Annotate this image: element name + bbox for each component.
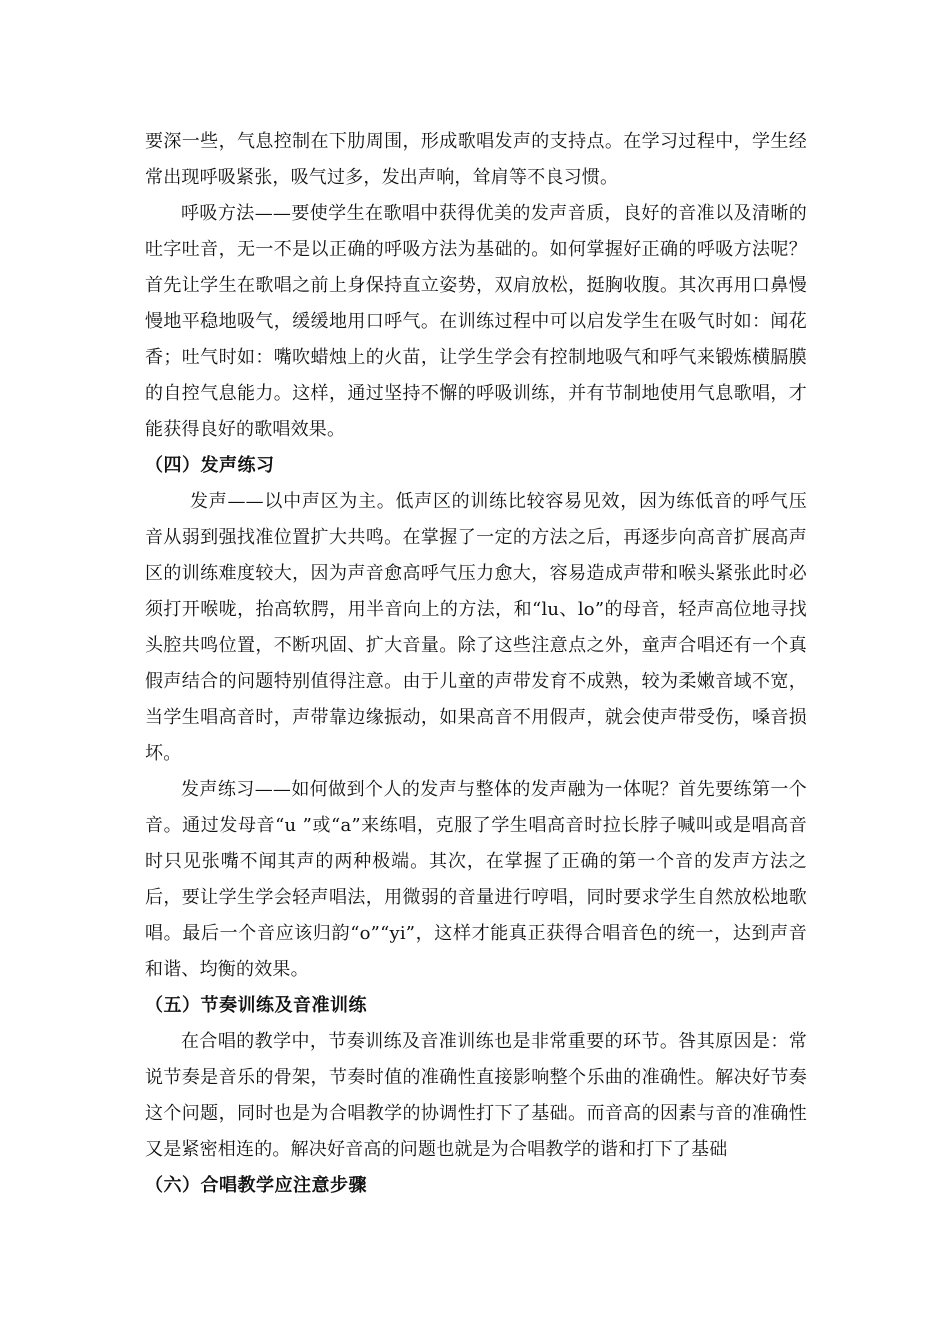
document-body <box>145 124 807 1204</box>
section-heading-teaching-steps: （六）合唱教学应注意步骤 <box>145 1175 367 1196</box>
paragraph-vocal-exercise: 发声练习——如何做到个人的发声与整体的发声融为一体呢？首先要练第一个音。通过发母音“u ”或“a”来练唱，克服了学生唱高音时拉长脖子喊叫或是唱高音时只见张嘴不闻其声的两种极端。其次，在掌握了正确的第一个音的发声方法之后，要让学生学会轻声唱法，用微弱的音量进行哼唱，同时要求学生自然放松地歌唱。最后一个音应该归韵“o”“yi”，这样才能真正获得合唱音色的统一，达到声音和谐、均衡的效果。 <box>145 779 807 980</box>
section-heading-rhythm-pitch: （五）节奏训练及音准训练 <box>145 995 367 1016</box>
paragraph-rhythm-pitch: 在合唱的教学中，节奏训练及音准训练也是非常重要的环节。咎其原因是：常说节奏是音乐的骨架，节奏时值的准确性直接影响整个乐曲的准确性。解决好节奏这个问题，同时也是为合唱教学的协调性打下了基础。而音高的因素与音的准确性又是紧密相连的。解决好音高的问题也就是为合唱教学的谐和打下了基础 <box>145 1031 807 1160</box>
paragraph-breathing-method: 呼吸方法——要使学生在歌唱中获得优美的发声音质，良好的音准以及清晰的吐字吐音，无一不是以正确的呼吸方法为基础的。如何掌握好正确的呼吸方法呢？首先让学生在歌唱之前上身保持直立姿势，双肩放松，挺胸收腹。其次再用口鼻慢慢地平稳地吸气，缓缓地用口呼气。在训练过程中可以启发学生在吸气时如：闻花香；吐气时如：嘴吹蜡烛上的火苗，让学生学会有控制地吸气和呼气来锻炼横膈膜的自控气息能力。这样，通过坚持不懈的呼吸训练，并有节制地使用气息歌唱，才能获得良好的歌唱效果。 <box>145 203 807 440</box>
section-heading-vocal-practice: （四）发声练习 <box>145 455 275 476</box>
paragraph-breathing-intro: 要深一些，气息控制在下肋周围，形成歌唱发声的支持点。在学习过程中，学生经常出现呼吸紧张，吸气过多，发出声响，耸肩等不良习惯。 <box>145 131 807 188</box>
paragraph-vocalization: 发声——以中声区为主。低声区的训练比较容易见效，因为练低音的呼气压音从弱到强找准位置扩大共鸣。在掌握了一定的方法之后，再逐步向高音扩展高声区的训练难度较大，因为声音愈高呼气压力愈大，容易造成声带和喉头紧张此时必须打开喉咙，抬高软腭，用半音向上的方法，和“lu、lo”的母音，轻声高位地寻找头腔共鸣位置，不断巩固、扩大音量。除了这些注意点之外，童声合唱还有一个真假声结合的问题特别值得注意。由于儿童的声带发育不成熟，较为柔嫩音域不宽，当学生唱高音时，声带靠边缘振动，如果高音不用假声，就会使声带受伤，嗓音损坏。 <box>145 491 807 764</box>
